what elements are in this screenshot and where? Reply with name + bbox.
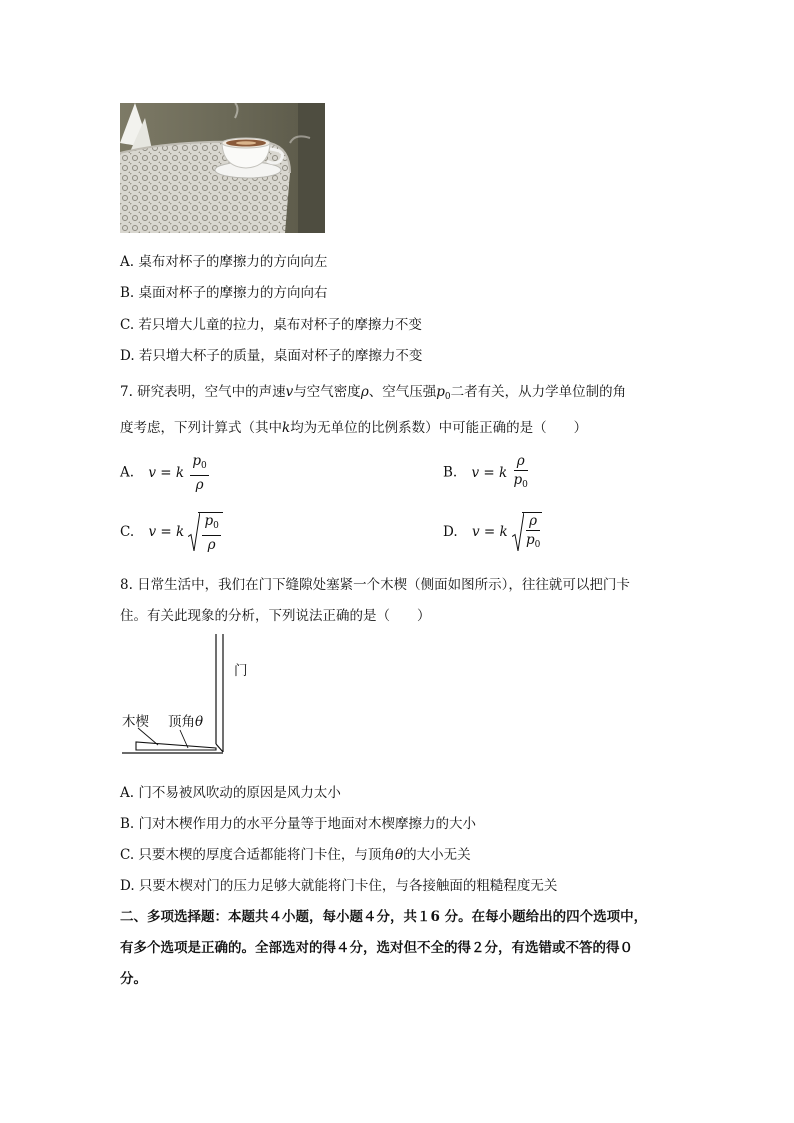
q7-option-a: A. v = k $\frac{p_0}{\rho}$ [120,453,207,493]
section2-line3: 分。 [120,971,147,987]
q8-option-a: A. 门不易被风吹动的原因是风力太小 [120,785,341,801]
q8-option-c: C. 只要木楔的厚度合适都能将门卡住，与顶角θ的大小无关 [120,847,471,863]
q7-option-c: C. v = k $\frac{p_0}{\rho}$ [120,512,223,553]
q8-option-b: B. 门对木楔作用力的水平分量等于地面对木楔摩擦力的大小 [120,816,477,832]
q6-option-a: A. 桌布对杯子的摩擦力的方向向左 [120,254,328,270]
section2-line1: 二、多项选择题：本题共４小题，每小题４分，共１6 分。在每小题给出的四个选项中， [120,909,648,925]
wedge-label: 木楔 [122,714,149,730]
door-label: 门 [234,663,248,679]
sqrt-symbol: $\frac{p_0}{\rho}$ [188,512,222,553]
q7-option-d: D. v = k $\frac{\rho}{p_0}$ [443,512,542,553]
q8-stem-line2: 住。有关此现象的分析，下列说法正确的是（ ） [120,608,431,624]
section2-line2: 有多个选项是正确的。全部选对的得４分，选对但不全的得２分，有选错或不答的得０ [120,940,633,956]
q6-option-c: C. 若只增大儿童的拉力，桌布对杯子的摩擦力不变 [120,317,422,333]
angle-label: 顶角θ [168,714,204,730]
q7-option-b: B. v = k $\frac{\rho}{p_0}$ [443,453,528,490]
q8-option-d: D. 只要木楔对门的压力足够大就能将门卡住，与各接触面的粗糙程度无关 [120,878,558,894]
sqrt-symbol: $\frac{\rho}{p_0}$ [512,512,542,553]
q7-stem-line1: 7. 研究表明，空气中的声速v与空气密度ρ、空气压强$p_0$二者有关，从力学单位制的角 [120,384,627,402]
coffee-cup-photo [120,103,325,233]
q6-option-b: B. 桌面对杯子的摩擦力的方向向右 [120,285,328,301]
q8-stem-line1: 8. 日常生活中，我们在门下缝隙处塞紧一个木楔（侧面如图所示），往往就可以把门卡 [120,577,630,593]
q6-option-d: D. 若只增大杯子的质量，桌面对杯子的摩擦力不变 [120,348,423,364]
door-wedge-diagram [120,632,260,757]
q7-stem-line2: 度考虑，下列计算式（其中k均为无单位的比例系数）中可能正确的是（ ） [120,420,588,436]
